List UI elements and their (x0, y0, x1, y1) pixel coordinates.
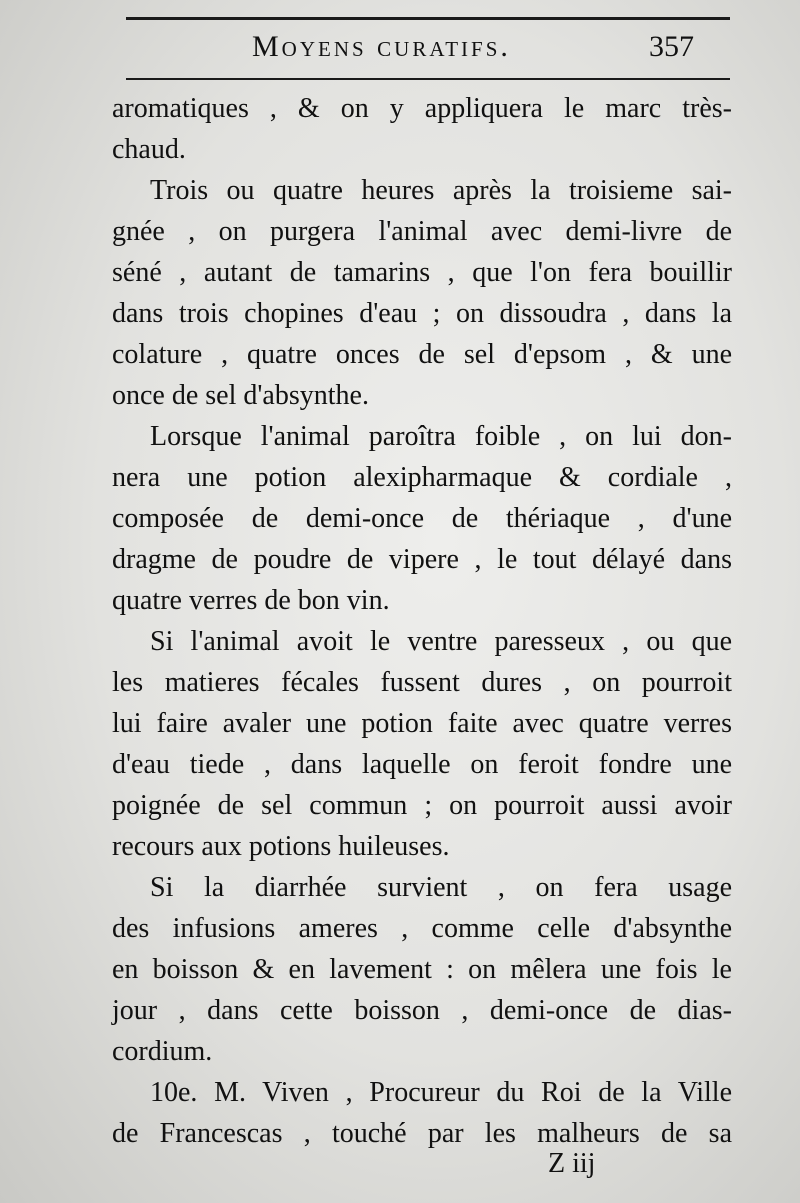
running-title: Moyens curatifs. (252, 30, 511, 63)
text-line: en boisson & en lavement : on mêlera une fois le (112, 954, 732, 985)
text-line: dans trois chopines d'eau ; on dissoudra , dans la (112, 298, 732, 329)
text-line: chaud. (112, 134, 186, 165)
text-line: Trois ou quatre heures après la troisieme sai- (150, 175, 732, 206)
text-line: jour , dans cette boisson , demi-once de dias- (112, 995, 732, 1026)
signature-mark: Z iij (548, 1148, 596, 1179)
text-line: Si la diarrhée survient , on fera usage (150, 872, 732, 903)
text-line: composée de demi-once de thériaque , d'une (112, 503, 732, 534)
body-text (112, 88, 732, 1154)
header-top-rule (126, 17, 730, 20)
text-line: once de sel d'absynthe. (112, 380, 369, 411)
text-line: lui faire avaler une potion faite avec quatre verres (112, 708, 732, 739)
text-line: cordium. (112, 1036, 213, 1067)
text-line: quatre verres de bon vin. (112, 585, 390, 616)
text-line: colature , quatre onces de sel d'epsom , & une (112, 339, 732, 370)
text-line: gnée , on purgera l'animal avec demi-livre de (112, 216, 732, 247)
text-line: les matieres fécales fussent dures , on pourroit (112, 667, 732, 698)
text-line: d'eau tiede , dans laquelle on feroit fondre une (112, 749, 732, 780)
text-line: poignée de sel commun ; on pourroit aussi avoir (112, 790, 732, 821)
text-line: Si l'animal avoit le ventre paresseux , ou que (150, 626, 732, 657)
text-line: des infusions ameres , comme celle d'absynthe (112, 913, 732, 944)
text-line: Lorsque l'animal paroîtra foible , on lui don- (150, 421, 732, 452)
text-line: 10e. M. Viven , Procureur du Roi de la Ville (150, 1077, 732, 1108)
text-line: de Francescas , touché par les malheurs de sa (112, 1118, 732, 1149)
text-line: nera une potion alexipharmaque & cordiale , (112, 462, 732, 493)
text-line: séné , autant de tamarins , que l'on fera bouillir (112, 257, 732, 288)
text-line: aromatiques , & on y appliquera le marc très- (112, 93, 732, 124)
header-bottom-rule (126, 78, 730, 80)
text-line: recours aux potions huileuses. (112, 831, 450, 862)
text-line: dragme de poudre de vipere , le tout délayé dans (112, 544, 732, 575)
page-number: 357 (649, 30, 694, 63)
